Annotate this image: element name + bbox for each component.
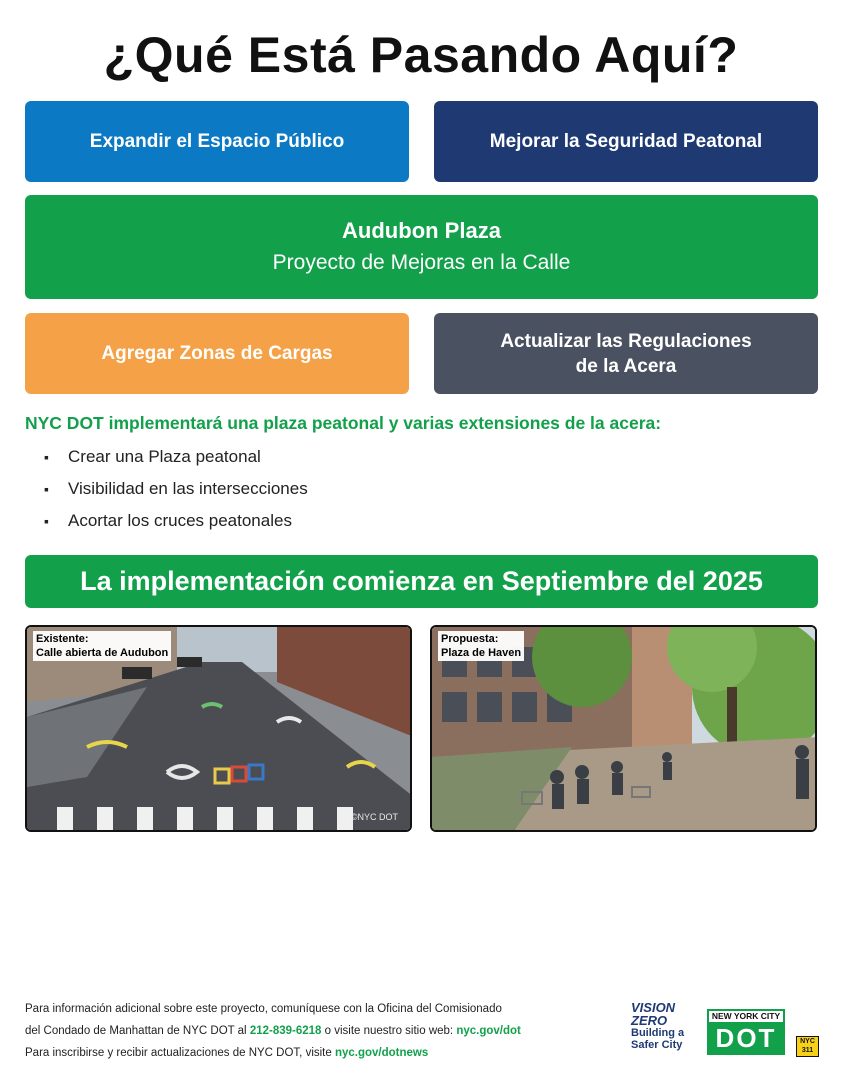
vision-zero-tag1: Building a (631, 1027, 685, 1039)
photo-label: Propuesta: (441, 633, 499, 645)
photo-caption-proposed (438, 631, 524, 661)
dot-logo-top: NEW YORK CITY (709, 1011, 783, 1023)
footer-text: o visite nuestro sitio web: (321, 1025, 457, 1037)
footer-line-1: Para información adicional sobre este proyecto, comuníquese con la Oficina del Comisionado (25, 1003, 502, 1015)
existing-street-photo (25, 625, 412, 832)
project-subtitle: Proyecto de Mejoras en la Calle (272, 250, 571, 274)
goal-curb-regulations-line1: Actualizar las Regulaciones (500, 330, 752, 352)
footer-contact (25, 998, 521, 1064)
news-link[interactable]: nyc.gov/dotnews (334, 1047, 429, 1059)
footer-line-2 (25, 1020, 521, 1042)
bullet-list (44, 446, 308, 542)
website-link[interactable]: nyc.gov/dot (456, 1025, 521, 1037)
goal-loading-zones (25, 313, 409, 394)
n311-line2: 311 (801, 1047, 814, 1054)
goal-curb-regulations (434, 313, 818, 394)
goal-public-space-label: Expandir el Espacio Público (89, 131, 345, 152)
page-title: ¿Qué Está Pasando Aquí? (103, 27, 739, 83)
list-item (44, 510, 308, 542)
photo-caption-text: Calle abierta de Audubon (36, 647, 169, 659)
list-item (44, 446, 308, 478)
dot-logo-text: DOT (709, 1023, 783, 1054)
implementation-banner (25, 555, 818, 608)
proposed-plaza-photo (430, 625, 817, 832)
project-title-box (25, 195, 818, 299)
photo-caption-text: Plaza de Haven (441, 647, 522, 659)
intro-text: NYC DOT implementará una plaza peatonal y varias extensiones de la acera: (25, 413, 662, 433)
n311-line1: NYC (800, 1038, 815, 1045)
footer-text: del Condado de Manhattan de NYC DOT al (25, 1025, 250, 1037)
project-name: Audubon Plaza (342, 217, 501, 243)
goal-curb-regulations-line2: de la Acera (575, 355, 677, 377)
goal-public-space (25, 101, 409, 182)
photo-credit: ©NYC DOT (350, 812, 398, 822)
bullet-icon: ▪ (44, 449, 49, 465)
list-item (44, 478, 308, 510)
vision-zero-tag2: Safer City (631, 1039, 683, 1051)
photo-label: Existente: (36, 633, 89, 645)
goal-loading-zones-label: Agregar Zonas de Cargas (101, 343, 333, 364)
footer-text: Para inscribirse y recibir actualizaciones de NYC DOT, visite (25, 1047, 335, 1059)
nyc-311-logo (796, 1036, 819, 1057)
vision-zero-logo (631, 1001, 697, 1051)
bullet-icon: ▪ (44, 513, 49, 529)
list-item-text: Acortar los cruces peatonales (68, 511, 292, 530)
goal-pedestrian-safety-label: Mejorar la Seguridad Peatonal (489, 131, 763, 152)
vision-zero-line2: ZERO (631, 1013, 668, 1028)
photo-caption-existing (33, 631, 171, 661)
footer-line-3 (25, 1042, 521, 1064)
implementation-banner-text: La implementación comienza en Septiembre del 2025 (80, 566, 763, 596)
bullet-icon: ▪ (44, 481, 49, 497)
phone-number[interactable]: 212-839-6218 (249, 1025, 322, 1037)
nyc-dot-logo (707, 1009, 785, 1055)
list-item-text: Crear una Plaza peatonal (68, 447, 261, 466)
goal-pedestrian-safety (434, 101, 818, 182)
vision-zero-line1: VISION (631, 1000, 676, 1015)
list-item-text: Visibilidad en las intersecciones (68, 479, 308, 498)
